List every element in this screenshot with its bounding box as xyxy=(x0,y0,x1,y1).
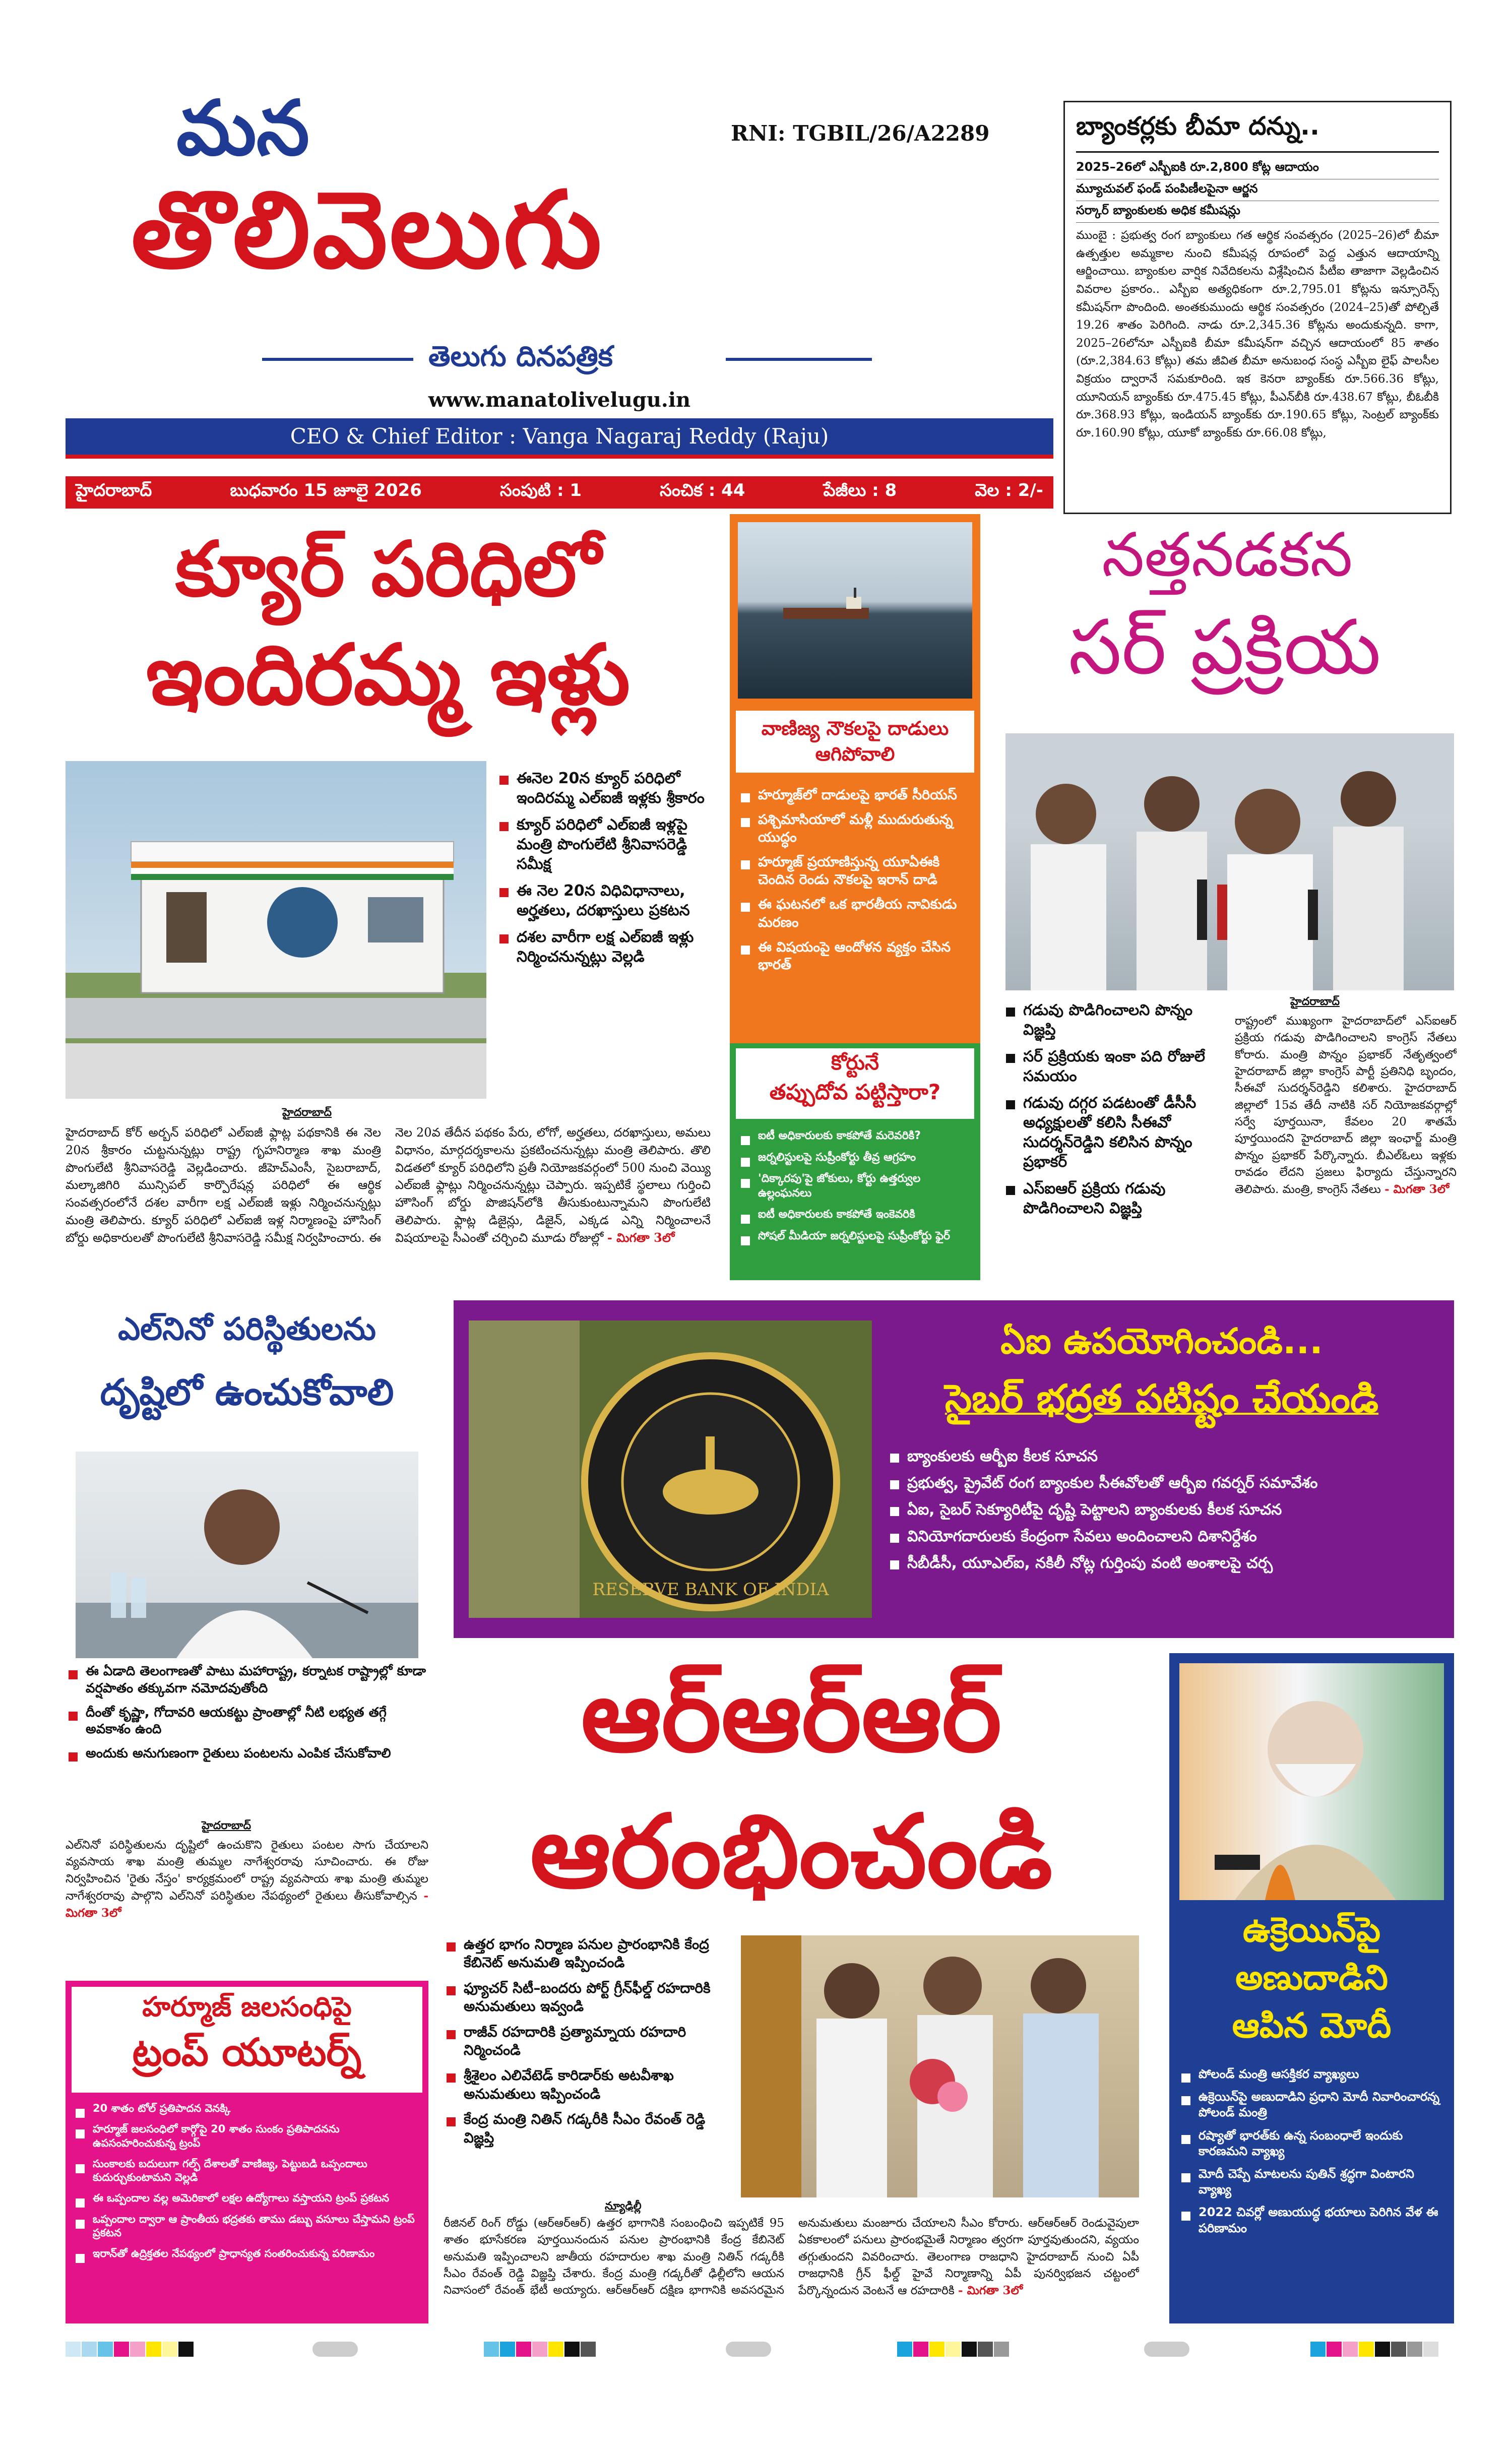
elnino-headline-2: దృష్టిలో ఉంచుకోవాలి xyxy=(100,1371,394,1413)
elnino-headline-1: ఎల్‌నినో పరిస్థితులను xyxy=(118,1310,376,1347)
indiramma-body xyxy=(66,1124,711,1275)
rbi-seal-text: RESERVE BANK OF INDIA xyxy=(592,1580,829,1600)
minister-illustration xyxy=(76,1452,418,1658)
masthead-title: తొలివెలుగు xyxy=(131,168,604,292)
indiramma-bullet: ఈ నెల 20న విధివిధానాలు, అర్హతలు, దరఖాస్తులు ప్రకటన xyxy=(496,881,708,920)
rbi-bullet: సీబీడీసీ, యూఎల్ఐ, నకిలీ నోట్ల గుర్తింపు వంటి అంశాలపై చర్చ xyxy=(887,1553,1446,1573)
rrr-headline-1: ఆర్‌ఆర్‌ఆర్ xyxy=(581,1657,1002,1775)
sir-press-photo xyxy=(1005,733,1454,990)
editor-name: CEO & Chief Editor : Vanga Nagaraj Reddy (Raju) xyxy=(290,424,829,449)
indiramma-house-photo xyxy=(66,761,486,1099)
ships-bullet: పశ్చిమాసియాలో మళ్లీ ముదురుతున్న యుద్ధం xyxy=(738,811,972,846)
sir-dateline: హైదరాబాద్ xyxy=(1290,995,1340,1008)
minister-photo xyxy=(76,1452,418,1658)
indiramma-headline-2: ఇందిరమ్మ ఇళ్లు xyxy=(146,626,631,723)
bank-headline: బ్యాంకర్లకు బీమా దన్ను.. xyxy=(1076,111,1439,153)
elnino-dateline: హైదరాబాద్ xyxy=(202,1819,251,1832)
elnino-bullet: దీంతో కృష్ణా, గోదావరి ఆయకట్టు ప్రాంతాల్లో నీటి లభ్యత తగ్గే అవకాశం ఉంది xyxy=(66,1705,428,1739)
ukraine-bullet: రష్యాతో భారత్‌కు ఉన్న సంబంధాలే ఇందుకు కారణమని వ్యాఖ్య xyxy=(1178,2128,1445,2159)
bank-subhead-1: 2025–26లో ఎస్బీఐకి రూ.2,800 కోట్ల ఆదాయం xyxy=(1076,158,1439,179)
dateline-city: హైదరాబాద్ xyxy=(76,480,152,500)
court-headline-1: కోర్టునే xyxy=(831,1051,879,1075)
sir-bullet: ఎస్ఐఆర్ ప్రక్రియ గడువు పొడిగించాలని విజ్ఞప్తి xyxy=(1003,1179,1225,1218)
rbi-bullets xyxy=(887,1446,1446,1580)
court-bullet: ఐటీ అధికారులకు కాకపోతే ఇంకెవరికి xyxy=(738,1208,972,1222)
dateline-bar xyxy=(66,476,1053,509)
bank-body: ముంబై : ప్రభుత్వ రంగ బ్యాంకులు గత ఆర్థిక సంవత్సరం (2025–26)లో బీమా ఉత్పత్తుల అమ్మకాల నుంచి కమీషన్ల రూపంలో పెద్ద ఎత్తున ఆదాయాన్ని ఆర్జించాయి. బ్యాంకుల వార్షిక నివేదికలను విశ్లేషించిన పీటీఐ తాజాగా వెల్లడించిన వివరాల ప్రకారం.. ఎస్బీఐ అత్యధికంగా రూ.2,795.01 కోట్లను ఇన్సూరెన్స్ కమీషన్‌గా పొందింది. అంతకుముందు ఆర్థిక సంవత్సరం (2024–25)తో పోల్చితే 19.26 శాతం పెరిగింది. నాడు రూ.2,345.36 కోట్లను అందుకున్నది. కాగా, 2025–26లోనూ ఎస్బీఐకి బీమా కమీషన్‌గా వచ్చిన ఆదాయంలో 85 శాతం (రూ.2,384.63 కోట్లు) తమ జీవిత బీమా అనుబంధ సంస్థ ఎస్బీఐ లైఫ్ పాలసీల విక్రయం ద్వారానే సమకూరింది. ఇక కెనరా బ్యాంక్‌కు రూ.566.36 కోట్లు, యూనియన్ బ్యాంక్‌కు రూ.475.45 కోట్లు, పీఎన్‌బీకి రూ.438.67 కోట్లు, బీఓబీకి రూ.368.93 కోట్లు, ఇండియన్ బ్యాంక్‌కు రూ.190.65 కోట్లు, సెంట్రల్ బ్యాంక్‌కు రూ.160.90 కోట్లు, యూకో బ్యాంక్‌కు రూ.66.08 కోట్లు, xyxy=(1076,229,1439,440)
masthead xyxy=(60,86,1058,529)
modi-illustration xyxy=(1179,1663,1444,1900)
registration-strip-4 xyxy=(1310,2342,1439,2357)
indiramma-dateline: హైదరాబాద్ xyxy=(282,1106,332,1119)
ukraine-headline-1: ఉక్రెయిన్‌పై xyxy=(1242,1910,1381,1950)
rrr-continued: - మిగతా 3లో xyxy=(958,2284,1023,2298)
sir-bullet: గడువు పొడిగించాలని పొన్నం విజ్ఞప్తి xyxy=(1003,1000,1225,1040)
rrr-dateline: న్యూఢిల్లీ xyxy=(605,2200,642,2213)
court-panel xyxy=(730,1043,980,1280)
rbi-headline-2: సైబర్ భద్రత పటిష్టం చేయండి xyxy=(944,1376,1379,1421)
rrr-headline-2: ఆరంభించండి xyxy=(530,1793,1053,1911)
ships-bullet: ఈ ఘటనలో ఒక భారతీయ నావికుడు మరణం xyxy=(738,896,972,931)
press-meet-illustration xyxy=(1005,733,1454,990)
elnino-continued: - మిగతా 3లో xyxy=(66,1889,428,1920)
registration-dot-2 xyxy=(726,2342,771,2357)
sir-bullet: సర్ ప్రక్రియకు ఇంకా పది రోజులే సమయం xyxy=(1003,1047,1225,1086)
hormuz-bullet: సుంకాలకు బదులుగా గల్ఫ్ దేశాలతో వాణిజ్య, పెట్టుబడి ఒప్పందాలు కుదుర్చుకుంటామని వెల్లడి xyxy=(73,2157,421,2185)
indiramma-bullet: క్యూర్ పరిధిలో ఎల్ఐజీ ఇళ్లపై మంత్రి పొంగులేటి శ్రీనివాసరెడ్డి సమీక్ష xyxy=(496,815,708,874)
rbi-photo xyxy=(469,1320,872,1618)
dateline-issue: సంచిక : 44 xyxy=(660,480,745,500)
ukraine-bullets xyxy=(1178,2066,1445,2243)
hormuz-bullet: హర్మూజ్ జలసంధిలో కార్గోపై 20 శాతం సుంకం ప్రతిపాదనను ఉపసంహరించుకున్న ట్రంప్ xyxy=(73,2122,421,2150)
elnino-bullets xyxy=(66,1663,428,1770)
rrr-bullet: ఫ్యూచర్ సిటీ–బందరు పోర్ట్ గ్రీన్‌ఫీల్డ్ రహదారికి అనుమతులు ఇవ్వండి xyxy=(444,1979,733,2016)
dateline-price: వెల : 2/- xyxy=(975,480,1043,500)
editor-bar xyxy=(66,418,1053,459)
dateline-volume: సంపుటి : 1 xyxy=(499,480,582,500)
registration-strip-3 xyxy=(897,2342,1010,2357)
elnino-bullet: ఈ ఏడాది తెలంగాణతో పాటు మహారాష్ట్ర, కర్నాటక రాష్ట్రాల్లో కూడా వర్షపాతం తక్కువగా నమోదవుతోంది xyxy=(66,1663,428,1697)
bank-subhead-2: మ్యూచువల్ ఫండ్ పంపిణీలపైనా ఆర్జన xyxy=(1076,179,1439,201)
sir-body-text: రాష్ట్రంలో ముఖ్యంగా హైదరాబాద్‌లో ఎస్ఐఆర్ ప్రక్రియ గడువు పొడిగించాలని కాంగ్రెస్ నేతలు కోరారు. మంత్రి పొన్నం ప్రభాకర్ నేతృత్వంలో హైదరాబాద్ జిల్లా కాంగ్రెస్ పార్టీ ప్రతినిధి బృందం, సీఈవో సుదర్శన్‌రెడ్డిని కలిశారు. హైదరాబాద్ జిల్లాలో 15వ తేదీ నాటికి సర్ నియోజకవర్గాల్లో సర్వే పూర్తయినా, కేవలం 20 శాతమే పూర్తయిందని హైదరాబాద్ జిల్లా ఇంఛార్జ్ మంత్రి పొన్నం ప్రభాకర్ పేర్కొన్నారు. బీఎల్ఓలు ఇళ్లకు రావడం లేదని ప్రజలు ఫిర్యాదు చేస్తున్నారని తెలిపారు. మంత్రి, కాంగ్రెస్ నేతలు xyxy=(1235,1015,1457,1197)
rrr-body-text: రీజినల్ రింగ్ రోడ్డు (ఆర్ఆర్ఆర్) ఉత్తర భాగానికి సంబంధించి ఇప్పటికే 95 శాతం భూసేకరణ పూర్తయినందున పనుల ప్రారంభానికి కేంద్ర కేబినెట్ అనుమతి ఇప్పించాలని జాతీయ రహదారుల శాఖ మంత్రి నితిన్ గడ్కరీకి సీఎం రేవంత్ రెడ్డి విజ్ఞప్తి చేశారు. కేంద్ర మంత్రి గడ్కరీతో ఢిల్లీలోని ఆయన నివాసంలో రేవంత్ భేటీ అయ్యారు. ఆర్ఆర్ఆర్ దక్షిణ భాగానికి అవసరమైన అనుమతులు మంజూరు చేయాలని సీఎం కోరారు. ఆర్ఆర్ఆర్ రెండువైపులా ఏకకాలంలో పనులు ప్రారంభమైతే నిర్మాణం త్వరగా పూర్తవుతుందని, వ్యయం తగ్గుతుందని వివరించారు. తెలంగాణ రాజధాని హైదరాబాద్ నుంచి ఏపీ రాజధానికి గ్రీన్ ఫీల్డ్ హైవే నిర్మాణాన్ని ఏపీ పునర్విభజన చట్టంలో పేర్కొన్నందున వెంటనే ఆ రహదారికి xyxy=(444,2217,1139,2298)
registration-dot-3 xyxy=(1144,2342,1189,2357)
hormuz-bullet: ఒప్పందాల ద్వారా ఆ ప్రాంతీయ భద్రతకు తాము డబ్బు వసూలు చేస్తామని ట్రంప్ ప్రకటన xyxy=(73,2213,421,2240)
ukraine-headline-3: ఆపిన మోదీ xyxy=(1232,2006,1392,2046)
hormuz-headline-1: హర్మూజ్ జలసంధిపై xyxy=(142,1991,352,2023)
masthead-subtitle: తెలుగు దినపత్రిక xyxy=(428,340,613,373)
rrr-bullet: రాజీవ్ రహదారికి ప్రత్యామ్నాయ రహదారి నిర్మించండి xyxy=(444,2023,733,2060)
indiramma-continued: - మిగతా 3లో xyxy=(607,1230,675,1245)
rrr-bullet: కేంద్ర మంత్రి నితిన్ గడ్కరీకి సీఎం రేవంత్ రెడ్డి విజ్ఞప్తి xyxy=(444,2110,733,2147)
hormuz-bullet: 20 శాతం టోల్ ప్రతిపాదన వెనక్కి xyxy=(73,2102,421,2115)
rrr-bullet: శ్రీశైలం ఎలివేటెడ్ కారిడార్‌కు అటవీశాఖ అనుమతులు ఇప్పించండి xyxy=(444,2066,733,2103)
sir-bullet: గడువు దగ్గర పడటంతో డీసీసీ అధ్యక్షులతో కలిసి సీఈవో సుదర్శన్‌రెడ్డిని కలిసిన పొన్నం ప్రభాకర్ xyxy=(1003,1093,1225,1172)
sir-continued: - మిగతా 3లో xyxy=(1384,1182,1450,1197)
court-bullets xyxy=(738,1129,972,1251)
ukraine-bullet: పోలండ్ మంత్రి ఆసక్తికర వ్యాఖ్యలు xyxy=(1178,2066,1445,2082)
rrr-bullets xyxy=(444,1935,733,2154)
bank-subhead-3: సర్కార్ బ్యాంకులకు అధిక కమీషన్లు xyxy=(1076,201,1439,223)
rrr-bullet: ఉత్తర భాగం నిర్మాణ పనుల ప్రారంభానికి కేంద్ర కేబినెట్ అనుమతి ఇప్పించండి xyxy=(444,1935,733,1972)
rbi-bullet: ఏఐ, సైబర్ సెక్యూరిటీపై దృష్టి పెట్టాలని బ్యాంకులకు కీలక సూచన xyxy=(887,1500,1446,1520)
ships-column xyxy=(730,514,980,1280)
rbi-bullet: ప్రభుత్వ, ప్రైవేట్ రంగ బ్యాంకుల సీఈవోలతో ఆర్బీఐ గవర్నర్ సమావేశం xyxy=(887,1473,1446,1493)
elnino-body-text: ఎల్‌నినో పరిస్థితులను దృష్టిలో ఉంచుకొని రైతులు పంటల సాగు చేయాలని వ్యవసాయ శాఖ మంత్రి తుమ్మల నాగేశ్వరరావు సూచించారు. ఈ రోజు నిర్వహించిన 'రైతు నేస్తం' కార్యక్రమంలో రాష్ట్ర వ్యవసాయ శాఖ మంత్రి తుమ్మల నాగేశ్వరరావు పాల్గొని ఎల్‌నినో పరిస్థితుల నేపథ్యంలో రైతులు తీసుకోవాల్సిన xyxy=(66,1839,428,1903)
hormuz-bullet: ఈ ఒప్పందాల వల్ల అమెరికాలో లక్షల ఉద్యోగాలు వస్తాయని ట్రంప్ ప్రకటన xyxy=(73,2191,421,2205)
meeting-illustration xyxy=(741,1935,1139,2197)
masthead-rule-right xyxy=(726,358,872,361)
ship-illustration xyxy=(738,522,972,699)
masthead-website: www.manatolivelugu.in xyxy=(428,388,691,412)
indiramma-bullet: ఈనెల 20న క్యూర్ పరిధిలో ఇందిరమ్మ ఎల్ఐజీ ఇళ్లకు శ్రీకారం xyxy=(496,769,708,808)
sir-headline-2: సర్ ప్రక్రియ xyxy=(1068,604,1381,691)
ship-photo xyxy=(738,522,972,699)
registration-strip-1 xyxy=(66,2342,195,2357)
indiramma-body-text: హైదరాబాద్ కోర్ అర్బన్ పరిధిలో ఎల్ఐజీ ఫ్లాట్ల పథకానికి ఈ నెల 20న శ్రీకారం చుట్టనున్నట్లు రాష్ట్ర గృహనిర్మాణ శాఖ మంత్రి పొంగులేటి శ్రీనివాసరెడ్డి వెల్లడించారు. జీహెచ్ఎంసీ, సైబరాబాద్, మల్కాజిగిరి మున్సిపల్ కార్పొరేషన్ల పరిధిలో ఈ ఆర్థిక సంవత్సరంలోనే దశల వారీగా లక్ష ఎల్ఐజీ ఇళ్లు నిర్మించనున్నట్లు మంత్రి తెలిపారు. క్యూర్ పరిధిలో ఎల్ఐజీ ఇళ్ల నిర్మాణంపై హౌసింగ్ బోర్డు అధికారులతో పొంగులేటి శ్రీనివాసరెడ్డి సమీక్ష నిర్వహించారు. ఈ నెల 20వ తేదీన పథకం పేరు, లోగో, అర్హతలు, దరఖాస్తులు, అమలు విధానం, మార్గదర్శకాలను ప్రకటించనున్నట్లు మంత్రి తెలిపారు. తొలి విడతలో క్యూర్ పరిధిలోని ప్రతీ నియోజకవర్గంలో 500 నుంచి వెయ్యి ఎల్ఐజీ ఫ్లాట్లు నిర్మించనున్నట్లు చెప్పారు. ఇప్పటికే స్థలాలు గుర్తించి హౌసింగ్ బోర్డు పొజిషన్‌లోకి తీసుకుంటున్నామని పొంగులేటి తెలిపారు. ఫ్లాట్ల డిజైన్లు, డిజైన్, ఎక్కడ ఎన్ని నిర్మించాలనే విషయాలపై సీఎంతో చర్చించి మూడు రోజుల్లో xyxy=(66,1125,711,1245)
house-illustration xyxy=(66,761,486,1099)
dateline-date: బుధవారం 15 జూలై 2026 xyxy=(230,480,422,500)
masthead-rni: RNI: TGBIL/26/A2289 xyxy=(731,121,990,146)
hormuz-panel xyxy=(66,1981,428,2323)
masthead-rule-left xyxy=(262,358,413,361)
court-bullet: జర్నలిస్టులపై సుప్రీంకోర్టు తీవ్ర ఆగ్రహం xyxy=(738,1151,972,1165)
court-headline-box xyxy=(736,1048,974,1119)
court-bullet: 'దిక్కారపు'పై జోకులు, కోర్టు ఉత్తర్వుల ఉల్లంఘనలు xyxy=(738,1172,972,1201)
rbi-panel xyxy=(454,1300,1454,1638)
modi-photo xyxy=(1179,1663,1444,1900)
court-bullet: సోషల్ మీడియా జర్నలిస్టులపై సుప్రీంకోర్టు ఫైర్ xyxy=(738,1229,972,1244)
ukraine-bullet: ఉక్రెయిన్‌పై అణుదాడిని ప్రధాని మోదీ నివారించారన్న పోలండ్ మంత్రి xyxy=(1178,2089,1445,2120)
ships-bullets xyxy=(738,786,972,981)
rrr-body xyxy=(444,2215,1139,2336)
sir-headline-1: నత్తనడకన xyxy=(1102,520,1353,590)
elnino-body xyxy=(66,1837,428,1968)
registration-dot-1 xyxy=(312,2342,358,2357)
sir-bullets xyxy=(1003,1000,1225,1225)
indiramma-bullet: దశల వారీగా లక్ష ఎల్ఐజీ ఇళ్లు నిర్మించనున్నట్లు వెల్లడి xyxy=(496,927,708,967)
ukraine-headline-2: అణుదాడిని xyxy=(1235,1958,1388,1998)
elnino-bullet: అందుకు అనుగుణంగా రైతులు పంటలను ఎంపిక చేసుకోవాలి xyxy=(66,1745,428,1763)
hormuz-bullets xyxy=(73,2102,421,2268)
indiramma-bullets xyxy=(496,769,708,974)
masthead-top-word: మన xyxy=(176,85,310,172)
rbi-seal-illustration xyxy=(469,1320,872,1618)
indiramma-headline-1: క్యూర్ పరిధిలో xyxy=(175,526,601,613)
sir-body xyxy=(1235,1013,1457,1275)
ships-headline: వాణిజ్య నౌకలపై దాడులు ఆగిపోవాలి xyxy=(736,711,974,773)
hormuz-headline-box xyxy=(72,1987,422,2093)
court-headline-2: తప్పుదోవ పట్టిస్తారా? xyxy=(769,1080,941,1104)
ukraine-bullet: 2022 చివర్లో అణుయుద్ధ భయాలు పెరిగిన వేళ ఈ పరిణామం xyxy=(1178,2205,1445,2236)
rbi-headline-1: ఏఐ ఉపయోగించండి... xyxy=(1000,1320,1323,1362)
dateline-pages: పేజీలు : 8 xyxy=(823,480,897,500)
hormuz-headline-2: ట్రంప్ యూటర్న్ xyxy=(132,2030,362,2074)
bank-insurance-box xyxy=(1063,101,1452,514)
hormuz-bullet: ఇరాన్‌తో ఉద్రిక్తతల నేపథ్యంలో ప్రాధాన్యత సంతరించుకున్న పరిణామం xyxy=(73,2247,421,2260)
ships-bullet: హర్మూజ్‌లో దాడులపై భారత్ సీరియస్ xyxy=(738,786,972,804)
ships-bullet: ఈ విషయంపై ఆందోళన వ్యక్తం చేసిన భారత్ xyxy=(738,938,972,974)
cm-gadkari-photo xyxy=(741,1935,1139,2197)
rbi-bullet: వినియోగదారులకు కేంద్రంగా సేవలు అందించాలని దిశానిర్దేశం xyxy=(887,1527,1446,1546)
ukraine-bullet: మోదీ చెప్పే మాటలను పుతిన్ శ్రద్ధగా వింటారని వ్యాఖ్య xyxy=(1178,2166,1445,2197)
ships-bullet: హర్మూజ్ ప్రయాణిస్తున్న యూఏఈకి చెందిన రెండు నౌకలపై ఇరాన్ దాడి xyxy=(738,853,972,889)
court-bullet: ఐటీ అధికారులకు కాకపోతే మరెవరికి? xyxy=(738,1129,972,1144)
registration-strip-2 xyxy=(484,2342,597,2357)
ukraine-panel xyxy=(1169,1653,1454,2323)
rbi-bullet: బ్యాంకులకు ఆర్బీఐ కీలక సూచన xyxy=(887,1446,1446,1466)
